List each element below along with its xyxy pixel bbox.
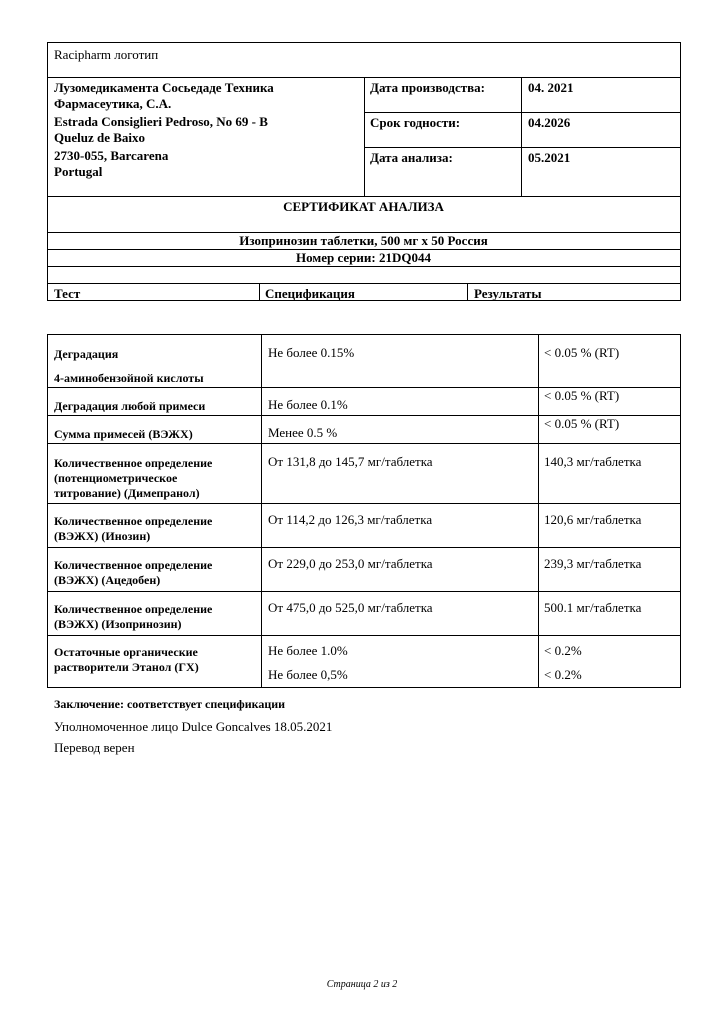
row-spec: Не более 1.0% (268, 643, 348, 658)
row-test-name: Остаточные органические (54, 645, 198, 659)
row-test-name: растворители Этанол (ГХ) (54, 660, 199, 674)
conclusion: Заключение: соответствует спецификации (54, 697, 286, 711)
column-header-spec: Спецификация (265, 286, 355, 301)
address-line3: 2730-055, Barcarena (54, 148, 169, 163)
row-test-name: (потенциометрическое (54, 471, 178, 485)
address-line2: Queluz de Baixo (54, 130, 146, 145)
manufacture-date-label: Дата производства: (370, 80, 485, 95)
column-header-test: Тест (54, 286, 81, 301)
company-name-line1: Лузомедикамента Сосьедаде Техника (54, 80, 274, 95)
row-spec: От 475,0 до 525,0 мг/таблетка (268, 600, 433, 615)
row-result: 500.1 мг/таблетка (544, 600, 642, 615)
row-spec: От 114,2 до 126,3 мг/таблетка (268, 512, 433, 527)
address-line4: Portugal (54, 164, 103, 179)
expiry-date-value: 04.2026 (528, 115, 571, 130)
column-header-results: Результаты (474, 286, 542, 301)
row-spec: От 131,8 до 145,7 мг/таблетка (268, 454, 433, 469)
row-spec: Менее 0.5 % (268, 425, 338, 440)
batch-number: Номер серии: 21DQ044 (296, 250, 431, 265)
manufacture-date-value: 04. 2021 (528, 80, 574, 95)
row-spec: Не более 0.1% (268, 397, 348, 412)
row-test-name: титрование) (Димепранол) (54, 486, 200, 500)
translation-verified: Перевод верен (54, 740, 135, 755)
product-name: Изопринозин таблетки, 500 мг x 50 Россия (239, 233, 488, 248)
row-test-name: Деградация любой примеси (54, 399, 206, 413)
row-test-name: 4-аминобензойной кислоты (54, 371, 204, 385)
page-number: Страница 2 из 2 (326, 979, 398, 990)
certificate-title: СЕРТИФИКАТ АНАЛИЗА (283, 199, 444, 214)
row-test-name: (ВЭЖХ) (Инозин) (54, 529, 151, 543)
row-result: < 0.2% (544, 643, 582, 658)
row-test-name: (ВЭЖХ) (Изопринозин) (54, 617, 182, 631)
row-result: < 0.05 % (RT) (544, 388, 620, 403)
row-result: 239,3 мг/таблетка (544, 556, 642, 571)
row-result: 120,6 мг/таблетка (544, 512, 642, 527)
logo-placeholder: Racipharm логотип (54, 47, 159, 62)
row-test-name: Количественное определение (54, 558, 213, 572)
row-test-name: (ВЭЖХ) (Ацедобен) (54, 573, 161, 587)
row-result: < 0.05 % (RT) (544, 416, 620, 431)
row-spec: От 229,0 до 253,0 мг/таблетка (268, 556, 433, 571)
row-result: < 0.05 % (RT) (544, 345, 620, 360)
analysis-date-value: 05.2021 (528, 150, 571, 165)
address-line1: Estrada Consiglieri Pedroso, No 69 - B (54, 114, 268, 129)
expiry-date-label: Срок годности: (370, 115, 461, 130)
row-test-name: Деградация (54, 347, 119, 361)
row-spec: Не более 0.15% (268, 345, 355, 360)
row-test-name: Количественное определение (54, 456, 213, 470)
row-test-name: Количественное определение (54, 602, 213, 616)
authorized-person: Уполномоченное лицо Dulce Goncalves 18.05.2021 (54, 719, 333, 734)
row-result: < 0.2% (544, 667, 582, 682)
row-spec: Не более 0,5% (268, 667, 348, 682)
company-name-line2: Фармасеутика, С.А. (54, 96, 172, 111)
row-test-name: Сумма примесей (ВЭЖХ) (54, 427, 193, 441)
row-test-name: Количественное определение (54, 514, 213, 528)
row-result: 140,3 мг/таблетка (544, 454, 642, 469)
analysis-date-label: Дата анализа: (370, 150, 453, 165)
